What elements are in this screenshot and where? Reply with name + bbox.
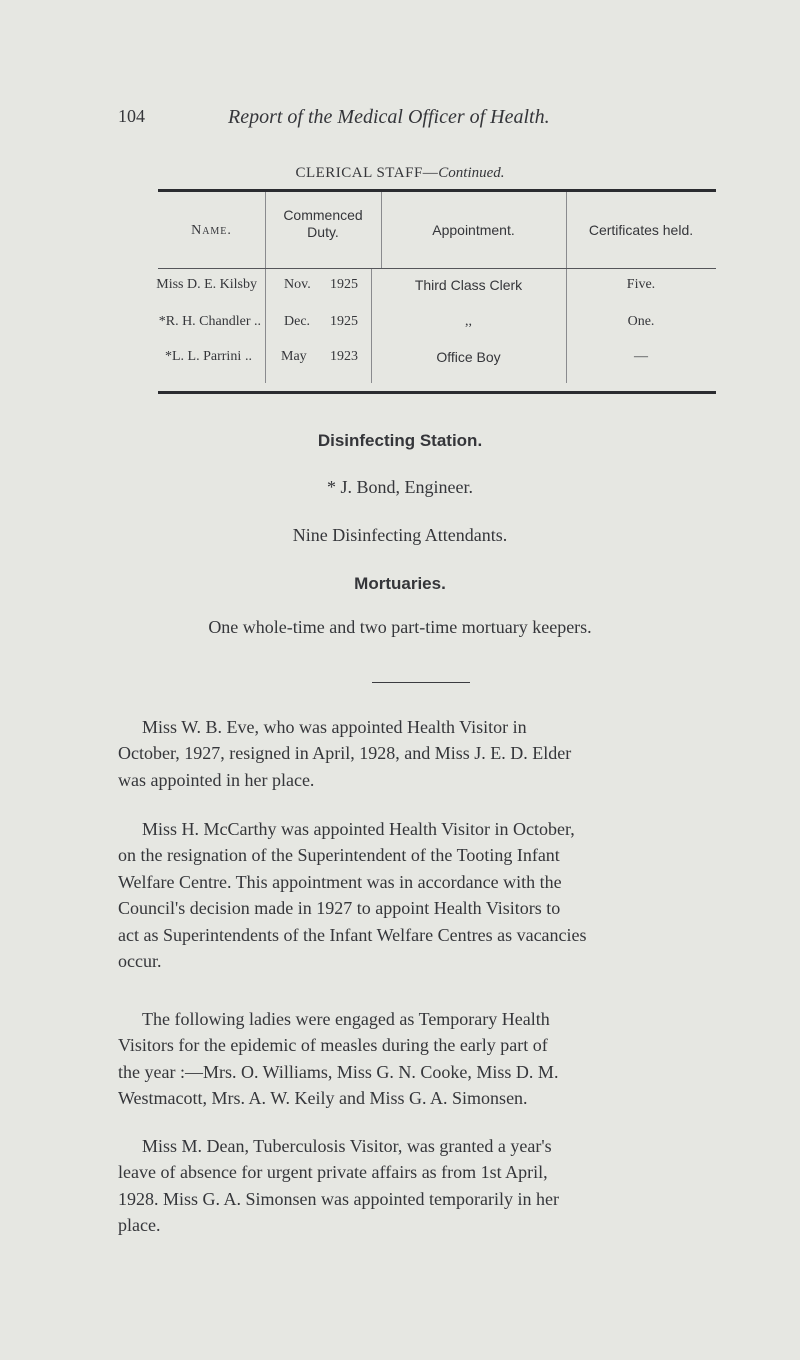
cell-year: 1923 (330, 349, 358, 364)
paragraph-line: place. (118, 1215, 161, 1236)
cell-certificates: Five. (626, 277, 656, 292)
paragraph-line: Westmacott, Mrs. A. W. Keily and Miss G. A. Simonsen. (118, 1088, 528, 1109)
engineer-line: * J. Bond, Engineer. (327, 477, 473, 497)
paragraph-line: Miss H. McCarthy was appointed Health Visitor in October, (142, 819, 575, 839)
cell-appointment: Office Boy (436, 349, 501, 365)
paragraph-line: Council's decision made in 1927 to appoint Health Visitors to (118, 898, 561, 919)
cell-name: Miss D. E. Kilsby (156, 277, 257, 292)
paragraph-line: Miss M. Dean, Tuberculosis Visitor, was granted a year's (142, 1136, 552, 1156)
table-bottom-rule (158, 391, 716, 394)
cell-name: *R. H. Chandler .. (158, 314, 261, 329)
column-header-certificates: Certificates held. (588, 222, 694, 238)
cell-month: Nov. (284, 277, 311, 292)
cell-month: May (281, 349, 307, 364)
cell-month: Dec. (284, 314, 311, 329)
paragraph-line: Visitors for the epidemic of measles during the early part of (118, 1035, 548, 1056)
paragraph-line: was appointed in her place. (118, 769, 315, 790)
paragraph-line: leave of absence for urgent private affairs as from 1st April, (118, 1162, 548, 1183)
attendants-line: Nine Disinfecting Attendants. (292, 525, 508, 545)
cell-name: *L. L. Parrini (165, 349, 242, 364)
table-caption-main: CLERICAL STAFF— (295, 165, 439, 181)
cell-appointment-ditto: ,, (465, 314, 472, 329)
column-header-commenced: Commenced Duty. (283, 207, 363, 240)
column-header-name: Name. (191, 223, 232, 238)
cell-year: 1925 (330, 314, 358, 329)
column-header-appointment: Appointment. (432, 222, 515, 238)
paragraph-line: the year :—Mrs. O. Williams, Miss G. N. Cooke, Miss D. M. (118, 1061, 559, 1082)
paragraph-line: 1928. Miss G. A. Simonsen was appointed temporarily in her (118, 1188, 559, 1209)
cell-certificates: One. (627, 314, 655, 329)
column-divider (265, 269, 266, 383)
table-header-rule (158, 268, 716, 269)
paragraph-line: Miss W. B. Eve, who was appointed Health Visitor in (142, 717, 527, 737)
paragraph-eve (118, 714, 712, 793)
page-header (0, 106, 800, 136)
cell-name-leader: .. (245, 349, 252, 364)
paragraph-temporary-visitors (118, 1006, 712, 1112)
table-caption-continued: Continued. (438, 165, 505, 181)
mortuaries-heading: Mortuaries. (354, 574, 446, 593)
mortuary-keepers-line: One whole-time and two part-time mortuary keepers. (208, 617, 592, 637)
cell-year: 1925 (330, 277, 358, 292)
disinfecting-station-heading: Disinfecting Station. (317, 431, 483, 450)
paragraph-line: Welfare Centre. This appointment was in accordance with the (118, 871, 562, 892)
paragraph-mccarthy (118, 816, 712, 974)
paragraph-dean (118, 1133, 712, 1239)
page-number: 104 (118, 106, 145, 126)
cell-certificates: — (634, 349, 648, 364)
table-top-rule (158, 189, 716, 192)
running-title: Report of the Medical Officer of Health. (228, 106, 550, 128)
paragraph-line: on the resignation of the Superintendent of the Tooting Infant (118, 845, 560, 866)
table-caption (0, 165, 800, 182)
section-divider (372, 682, 470, 683)
paragraph-line: occur. (118, 951, 162, 972)
cell-appointment: Third Class Clerk (414, 277, 523, 293)
paragraph-line: October, 1927, resigned in April, 1928, and Miss J. E. D. Elder (118, 743, 572, 764)
column-divider (265, 192, 266, 268)
paragraph-line: act as Superintendents of the Infant Welfare Centres as vacancies (118, 924, 587, 945)
paragraph-line: The following ladies were engaged as Temporary Health (142, 1009, 550, 1029)
